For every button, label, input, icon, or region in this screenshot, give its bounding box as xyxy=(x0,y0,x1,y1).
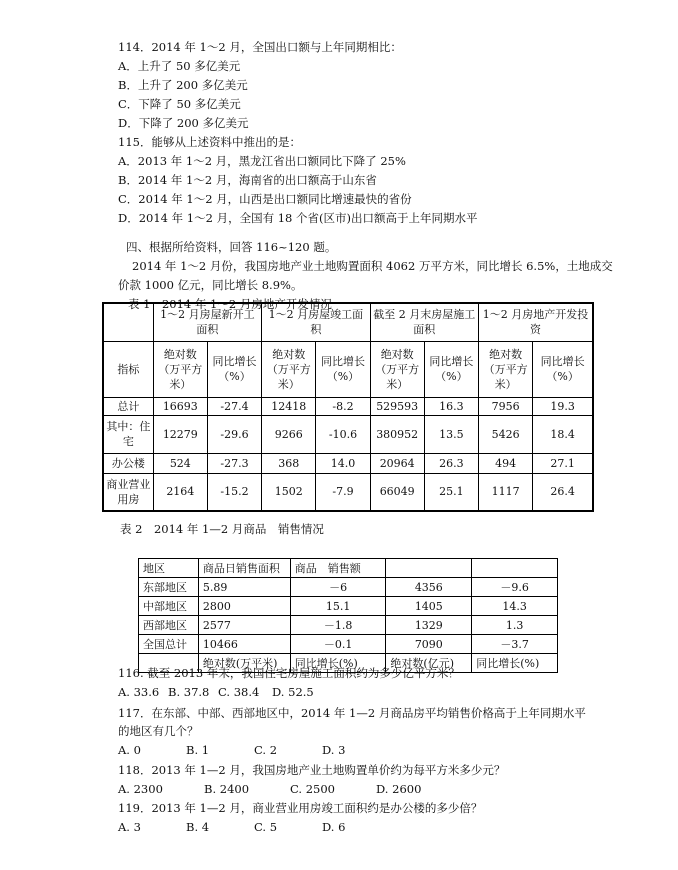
table1-caption: 表 1 2014 年 1～2 月房地产开发情况 xyxy=(128,297,332,311)
q115-option-c: C．2014 年 1～2 月，山西是出口额同比增速最快的省份 xyxy=(118,192,412,206)
q119-option-b: B. 4 xyxy=(186,820,210,834)
q114-option-a: A．上升了 50 多亿美元 xyxy=(118,59,241,73)
table-row xyxy=(139,559,558,578)
table1-group-header: 1～2 月房屋新开工面积 xyxy=(153,303,261,341)
table1-group-header: 1～2 月房地产开发投资 xyxy=(479,303,593,341)
table1-cell: 26.3 xyxy=(424,453,478,473)
table1-cell: 25.1 xyxy=(424,473,478,511)
q118-option-b: B. 2400 xyxy=(204,782,250,796)
table2-cell: －1.8 xyxy=(290,616,386,635)
q114-stem: 114．2014 年 1～2 月，全国出口额与上年同期相比： xyxy=(118,40,402,54)
table1-cell: 16693 xyxy=(153,397,207,415)
table2-footer: 同比增长(%) xyxy=(290,654,386,673)
q118-option-c: C. 2500 xyxy=(290,782,335,796)
table2-cell: 5.89 xyxy=(198,578,290,597)
table1-cell: 14.0 xyxy=(316,453,370,473)
q117-option-a: A. 0 xyxy=(118,743,141,757)
q115-option-a: A．2013 年 1～2 月，黑龙江省出口额同比下降了 25% xyxy=(118,154,406,168)
q118-option-d: D. 2600 xyxy=(376,782,422,796)
table1-corner xyxy=(103,303,153,341)
table2-cell: －3.7 xyxy=(472,635,558,654)
table2-cell: 西部地区 xyxy=(139,616,199,635)
table1-row-label: 商业营业用房 xyxy=(103,473,153,511)
q116-option-a: A. 33.6 xyxy=(118,685,160,699)
table1-cell: -8.2 xyxy=(316,397,370,415)
table2-cell: 15.1 xyxy=(290,597,386,616)
table2-cell: 14.3 xyxy=(472,597,558,616)
table1-abs-header: 绝对数（万平方米） xyxy=(370,341,424,397)
table1-cell: 12279 xyxy=(153,415,207,453)
table2-cell: 1.3 xyxy=(472,616,558,635)
q119-option-c: C. 5 xyxy=(254,820,278,834)
table2-cell: 中部地区 xyxy=(139,597,199,616)
table1-yoy-header: 同比增长（%） xyxy=(207,341,261,397)
table2-cell: －6 xyxy=(290,578,386,597)
table1 xyxy=(102,302,594,512)
table1-cell: 368 xyxy=(262,453,316,473)
table1-cell: 7956 xyxy=(479,397,533,415)
table2-cell: 7090 xyxy=(386,635,472,654)
table1-row-header: 指标 xyxy=(103,341,153,397)
table1-cell: 20964 xyxy=(370,453,424,473)
table1-cell: 19.3 xyxy=(533,397,593,415)
table2-cell: 2577 xyxy=(198,616,290,635)
table1-yoy-header: 同比增长（%） xyxy=(533,341,593,397)
table2 xyxy=(138,558,558,673)
table1-row-label: 总计 xyxy=(103,397,153,415)
section-heading: 四、根据所给资料，回答 116~120 题。 xyxy=(126,240,337,254)
q115-option-d: D．2014 年 1～2 月，全国有 18 个省(区市)出口额高于上年同期水平 xyxy=(118,211,478,225)
q119-option-a: A. 3 xyxy=(118,820,141,834)
table1-abs-header: 绝对数（万平方米） xyxy=(153,341,207,397)
q117-option-c: C. 2 xyxy=(254,743,278,757)
table1-cell: 2164 xyxy=(153,473,207,511)
table1-cell: 529593 xyxy=(370,397,424,415)
table2-cell: －0.1 xyxy=(290,635,386,654)
table2-header: 地区 xyxy=(139,559,199,578)
table2-caption: 表 2 2014 年 1—2 月商品 销售情况 xyxy=(120,522,324,536)
table2-footer: 绝对数(万平米) xyxy=(198,654,290,673)
q117-options xyxy=(118,743,345,757)
table1-group-header: 截至 2 月末房屋施工面积 xyxy=(370,303,478,341)
table1-cell: -10.6 xyxy=(316,415,370,453)
table2-cell: －9.6 xyxy=(472,578,558,597)
table-row xyxy=(103,473,593,511)
table-row xyxy=(139,616,558,635)
q114-option-d: D．下降了 200 多亿美元 xyxy=(118,116,249,130)
table2-header: 商品 销售额 xyxy=(290,559,386,578)
table2-cell: 1329 xyxy=(386,616,472,635)
table1-yoy-header: 同比增长（%） xyxy=(424,341,478,397)
table1-cell: 494 xyxy=(479,453,533,473)
table1-abs-header: 绝对数（万平方米） xyxy=(262,341,316,397)
q116-options xyxy=(118,685,314,699)
table1-cell: -29.6 xyxy=(207,415,261,453)
table1-cell: 18.4 xyxy=(533,415,593,453)
table1-cell: 1117 xyxy=(479,473,533,511)
q116-option-c: C. 38.4 xyxy=(218,685,260,699)
table1-cell: 1502 xyxy=(262,473,316,511)
table1-cell: -15.2 xyxy=(207,473,261,511)
table2-footer: 同比增长(%) xyxy=(472,654,558,673)
table1-cell: 27.1 xyxy=(533,453,593,473)
table-row xyxy=(139,635,558,654)
table1-cell: -7.9 xyxy=(316,473,370,511)
table1-cell: 12418 xyxy=(262,397,316,415)
table2-cell: 1405 xyxy=(386,597,472,616)
q118-option-a: A. 2300 xyxy=(118,782,163,796)
table2-cell: 10466 xyxy=(198,635,290,654)
q117-option-d: D. 3 xyxy=(322,743,346,757)
table-row xyxy=(103,397,593,415)
q116-option-b: B. 37.8 xyxy=(168,685,210,699)
table2-cell: 全国总计 xyxy=(139,635,199,654)
q114-option-c: C．下降了 50 多亿美元 xyxy=(118,97,241,111)
q119-options xyxy=(118,820,345,834)
table-row xyxy=(103,415,593,453)
q115-stem: 115．能够从上述资料中推出的是： xyxy=(118,135,301,149)
table1-cell: 13.5 xyxy=(424,415,478,453)
table1-row-label: 办公楼 xyxy=(103,453,153,473)
table1-cell: 9266 xyxy=(262,415,316,453)
q117-stem-line1: 117．在东部、中部、西部地区中，2014 年 1—2 月商品房平均销售价格高于上年同期水平 xyxy=(118,706,586,720)
q119-stem: 119．2013 年 1—2 月，商业营业用房竣工面积约是办公楼的多少倍？ xyxy=(118,801,483,815)
q117-stem-line2: 的地区有几个？ xyxy=(118,724,199,738)
table1-cell: 26.4 xyxy=(533,473,593,511)
table1-cell: 524 xyxy=(153,453,207,473)
table-row xyxy=(139,597,558,616)
table1-cell: -27.3 xyxy=(207,453,261,473)
table1-cell: 66049 xyxy=(370,473,424,511)
q116-option-d: D. 52.5 xyxy=(272,685,314,699)
table1-cell: 16.3 xyxy=(424,397,478,415)
q115-option-b: B．2014 年 1～2 月，海南省的出口额高于山东省 xyxy=(118,173,377,187)
table2-cell: 东部地区 xyxy=(139,578,199,597)
q116-stem: 116. 截至 2013 年末，我国住宅房屋施工面积约为多少亿平方米？ xyxy=(118,666,460,680)
table1-cell: 5426 xyxy=(479,415,533,453)
table2-footer: 绝对数(亿元) xyxy=(386,654,472,673)
table1-cell: -27.4 xyxy=(207,397,261,415)
table1-cell: 380952 xyxy=(370,415,424,453)
table-row xyxy=(139,578,558,597)
q118-options xyxy=(118,782,421,796)
table1-row-label: 其中：住宅 xyxy=(103,415,153,453)
q117-option-b: B. 1 xyxy=(186,743,210,757)
table2-header: 商品日销售面积 xyxy=(198,559,290,578)
table1-group-header: 1～2 月房屋竣工面积 xyxy=(262,303,370,341)
table-row xyxy=(103,453,593,473)
table1-abs-header: 绝对数（万平方米） xyxy=(479,341,533,397)
table2-cell: 2800 xyxy=(198,597,290,616)
table2-cell: 4356 xyxy=(386,578,472,597)
table1-yoy-header: 同比增长（%） xyxy=(316,341,370,397)
table2-header xyxy=(472,559,558,578)
table2-header xyxy=(386,559,472,578)
intro-paragraph-line2: 价款 1000 亿元，同比增长 8.9%。 xyxy=(118,278,303,292)
intro-paragraph-line1: 2014 年 1～2 月份，我国房地产业土地购置面积 4062 万平方米，同比增长 6.5%，土地成交 xyxy=(132,259,613,273)
q114-option-b: B．上升了 200 多亿美元 xyxy=(118,78,248,92)
q118-stem: 118．2013 年 1—2 月，我国房地产业土地购置单价约为每平方米多少元？ xyxy=(118,763,506,777)
q119-option-d: D. 6 xyxy=(322,820,346,834)
